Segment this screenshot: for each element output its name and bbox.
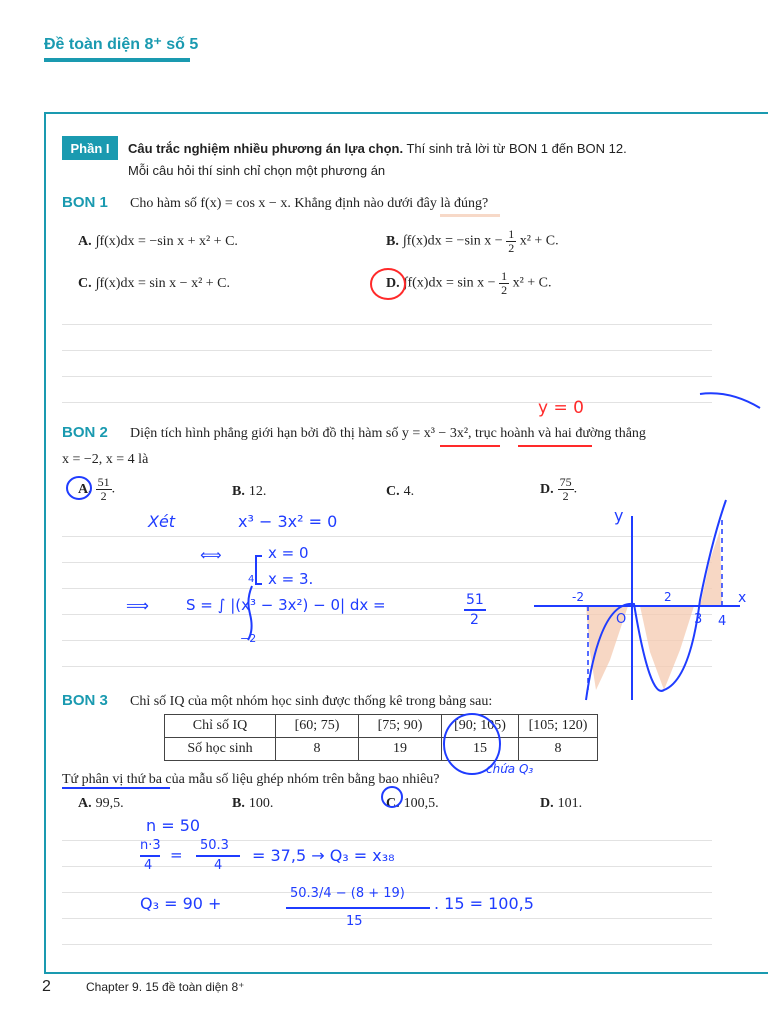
shaded-region <box>700 530 722 606</box>
q3-option-c[interactable]: C. 100,5. <box>386 796 439 811</box>
hw-q3-lhs: Q₃ = 90 + <box>140 894 222 913</box>
q3-label: BON 3 <box>62 692 108 709</box>
bracket <box>256 556 262 584</box>
hw-xet: Xét <box>148 512 176 531</box>
page-number: 2 <box>42 978 51 995</box>
q1-text: Cho hàm số f(x) = cos x − x. Khẳng định nào dưới đây là đúng? <box>130 196 489 211</box>
q3-option-b[interactable]: B. 100. <box>232 796 274 811</box>
hw-graph-4: 4 <box>718 614 727 629</box>
hw-lhs-num: n·3 <box>140 838 161 853</box>
q3-option-a[interactable]: A. 99,5. <box>78 796 124 811</box>
graph-sketch <box>534 500 740 700</box>
hw-x3: x = 3. <box>268 570 314 588</box>
hw-s-den: 2 <box>470 612 479 628</box>
q3-option-d[interactable]: D. 101. <box>540 796 583 811</box>
q1-option-b[interactable]: B. ∫f(x)dx = −sin x − $\frac{1}{2}$ x² + C. <box>386 227 559 255</box>
hw-arrow2: ⟹ <box>126 596 149 615</box>
hw-mid-den: 4 <box>214 858 223 873</box>
hw-q3-den: 15 <box>346 914 363 929</box>
hw-step-val: = 37,5 → Q₃ = x₃₈ <box>252 846 395 865</box>
hw-upper-limit: 4 <box>248 574 255 585</box>
q1-option-c[interactable]: C. ∫f(x)dx = sin x − x² + C. <box>78 276 231 291</box>
hw-mid-num: 50.3 <box>200 838 229 853</box>
q2-option-b[interactable]: B. 12. <box>232 484 267 499</box>
q2-label: BON 2 <box>62 424 108 441</box>
circle-mark <box>382 787 402 807</box>
ink-stroke <box>700 393 760 408</box>
hw-graph-y: y <box>614 506 624 525</box>
hw-chua-q3: chứa Q₃ <box>486 762 534 776</box>
hw-eq-sign: = <box>170 846 183 864</box>
q2-line2: x = −2, x = 4 là <box>62 452 149 467</box>
hw-graph-origin: O <box>616 612 627 627</box>
hw-y0: y = 0 <box>538 398 584 418</box>
q1-label: BON 1 <box>62 194 108 211</box>
part-badge: Phần I <box>62 136 118 160</box>
hw-graph-2: 2 <box>664 590 672 604</box>
hw-q3-tail: . 15 = 100,5 <box>434 894 534 913</box>
footer-chapter: Chapter 9. 15 đề toàn diện 8⁺ <box>86 980 245 994</box>
hw-s-num: 51 <box>466 592 484 608</box>
part-text: Thí sinh trả lời từ BON 1 đến BON 12. <box>403 141 627 156</box>
table-row: Chỉ số IQ [60; 75) [75; 90) [90; 105) [105; 120) <box>165 715 598 738</box>
hw-eq1: x³ − 3x² = 0 <box>238 512 338 531</box>
q1-option-a[interactable]: A. ∫f(x)dx = −sin x + x² + C. <box>78 234 238 249</box>
hw-s-expr: S = ∫ |(x³ − 3x²) − 0| dx = <box>186 596 386 614</box>
shaded-region <box>640 606 694 690</box>
circle-mark <box>371 269 405 299</box>
q2-option-d[interactable]: D. $\frac{75}{2}$ . <box>540 475 578 503</box>
hw-graph-m2: -2 <box>572 590 584 604</box>
hw-lower-limit: −2 <box>240 632 257 645</box>
hw-q3-num: 50.3/4 − (8 + 19) <box>290 886 405 901</box>
q2-text: Diện tích hình phẳng giới hạn bởi đồ thị hàm số y = x³ − 3x², trục hoành và hai đường thẳng <box>130 426 646 441</box>
hw-x0: x = 0 <box>268 544 309 562</box>
hw-arrow1: ⟺ <box>200 546 222 564</box>
q3-text: Chỉ số IQ của một nhóm học sinh được thống kê trong bảng sau: <box>130 694 493 709</box>
table-row: Số học sinh 8 19 15 8 <box>165 738 598 761</box>
part-line2: Mỗi câu hỏi thí sinh chỉ chọn một phương án <box>128 163 386 178</box>
page-header-title: Đề toàn diện 8⁺ số 5 <box>44 36 199 53</box>
q2-option-a[interactable]: A. $\frac{51}{2}$ . <box>78 475 116 503</box>
hw-graph-3: 3 <box>694 612 703 627</box>
q1-option-d[interactable]: D. ∫f(x)dx = sin x − $\frac{1}{2}$ x² + C. <box>386 269 552 297</box>
hw-graph-x: x <box>738 590 747 606</box>
part-bold-text: Câu trắc nghiệm nhiều phương án lựa chọn. <box>128 141 404 156</box>
hw-lhs-den: 4 <box>144 858 153 873</box>
q3-question: Tứ phân vị thứ ba của mẫu số liệu ghép nhóm trên bằng bao nhiêu? <box>62 772 440 787</box>
hw-n: n = 50 <box>146 816 201 835</box>
q2-option-c[interactable]: C. 4. <box>386 484 415 499</box>
circle-mark <box>67 477 91 499</box>
